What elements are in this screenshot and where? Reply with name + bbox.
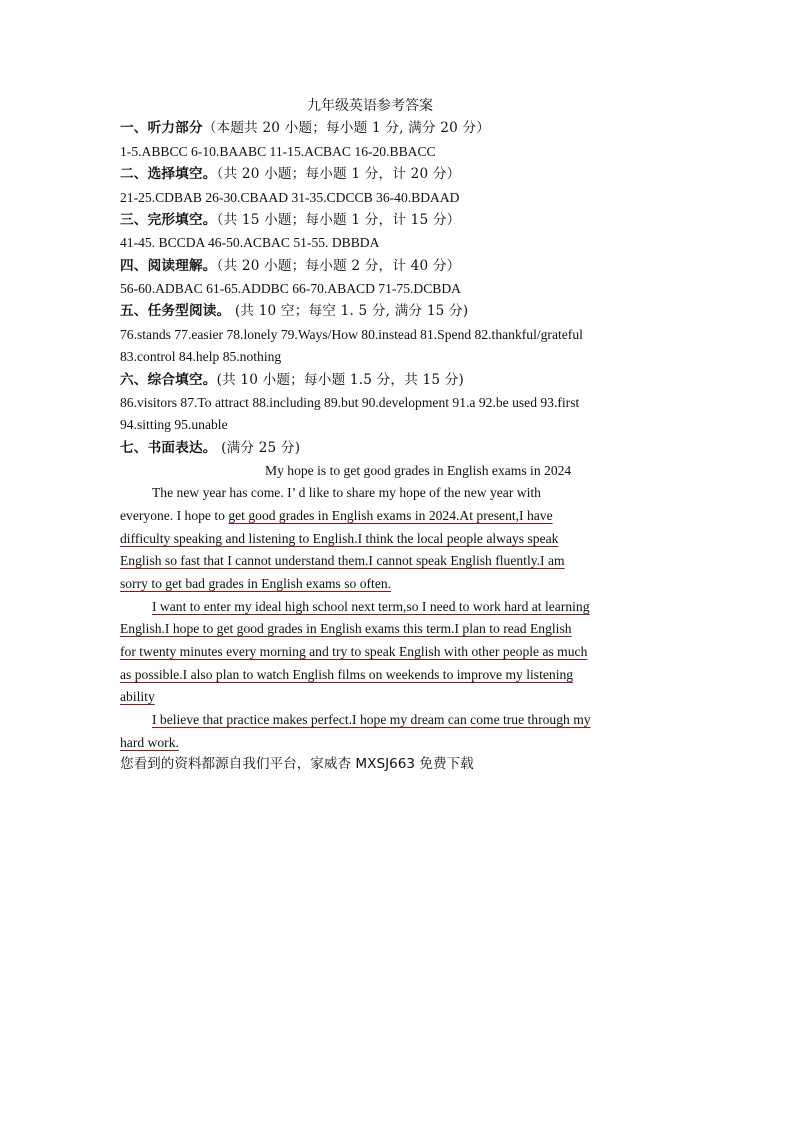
section-4-answers: 56-60.ADBAC 61-65.ADDBC 66-70.ABACD 71-75.DCBDA: [120, 281, 461, 296]
section-note: (共 10 空；每空 1. 5 分, 满分 15 分): [230, 303, 469, 319]
essay-line-text: everyone. I hope to: [120, 508, 229, 523]
section-3-heading: [120, 210, 460, 230]
section-4-heading: [120, 256, 460, 276]
section-6-heading: [120, 370, 464, 390]
essay-line: [120, 619, 572, 639]
essay-title: My hope is to get good grades in English exams in 2024: [265, 463, 572, 478]
section-note: (满分 25 分): [216, 440, 301, 456]
section-3-answers: 41-45. BCCDA 46-50.ACBAC 51-55. DBBDA: [120, 235, 380, 250]
essay-line: [120, 642, 587, 662]
section-heading-text: 七、书面表达。: [120, 440, 217, 456]
section-note: (共 10 小题；每小题 1.5 分，共 15 分): [216, 372, 465, 388]
essay-line-underlined: as possible.I also plan to watch English films on weekends to improve my listening: [120, 667, 574, 682]
section-note: （本题共 20 小题；每小题 1 分, 满分 20 分）: [202, 120, 491, 136]
section-heading-text: 六、综合填空。: [120, 372, 217, 388]
essay-line-underlined: English so fast that I cannot understand them.I cannot speak English fluently.I am: [120, 553, 565, 568]
essay-line: [120, 551, 565, 571]
section-2-answers: 21-25.CDBAB 26-30.CBAAD 31-35.CDCCB 36-40.BDAAD: [120, 190, 460, 205]
essay-line: [120, 506, 553, 526]
essay-line-underlined: get good grades in English exams in 2024.At present,I have: [228, 508, 553, 523]
section-heading-text: 三、完形填空。: [120, 212, 217, 228]
essay-line-underlined: I want to enter my ideal high school next term,so I need to work hard at learning: [152, 599, 590, 614]
section-note: （共 20 小题；每小题 1 分，计 20 分）: [216, 166, 461, 182]
essay-line-underlined: for twenty minutes every morning and try to speak English with other people as much: [120, 644, 588, 659]
section-6-answers-line-2: 94.sitting 95.unable: [120, 417, 228, 432]
essay-line: [152, 710, 591, 730]
footer-note: 您看到的资料都源自我们平台，家威杏 MXSJ663 免费下载: [120, 756, 474, 772]
section-1-heading: [120, 118, 490, 138]
essay-line-underlined: sorry to get bad grades in English exams so often.: [120, 576, 392, 591]
section-2-heading: [120, 164, 460, 184]
essay-line: [152, 597, 590, 617]
essay-line-underlined: hard work.: [120, 735, 179, 750]
section-heading-text: 二、选择填空。: [120, 166, 217, 182]
section-5-heading: [120, 301, 468, 321]
essay-line: [120, 687, 155, 707]
section-note: （共 20 小题；每小题 2 分，计 40 分）: [216, 258, 461, 274]
essay-line: [120, 733, 179, 753]
essay-line-underlined: difficulty speaking and listening to English.I think the local people always speak: [120, 531, 559, 546]
section-heading-text: 五、任务型阅读。: [120, 303, 231, 319]
section-note: （共 15 小题；每小题 1 分，计 15 分）: [216, 212, 461, 228]
section-1-answers: 1-5.ABBCC 6-10.BAABC 11-15.ACBAC 16-20.BBACC: [120, 144, 436, 159]
section-heading-text: 四、阅读理解。: [120, 258, 217, 274]
section-heading-text: 一、听力部分: [120, 120, 203, 136]
essay-line: [152, 483, 541, 503]
essay-line: [120, 529, 558, 549]
essay-line: [120, 574, 391, 594]
section-5-answers-line-2: 83.control 84.help 85.nothing: [120, 349, 282, 364]
essay-line-underlined: ability: [120, 689, 155, 704]
page-title: 九年级英语参考答案: [307, 98, 433, 114]
essay-line-text: The new year has come. I’ d like to share my hope of the new year with: [152, 485, 541, 500]
section-5-answers-line-1: 76.stands 77.easier 78.lonely 79.Ways/How 80.instead 81.Spend 82.thankful/grateful: [120, 327, 583, 342]
section-6-answers-line-1: 86.visitors 87.To attract 88.including 89.but 90.development 91.a 92.be used 93.first: [120, 395, 580, 410]
essay-line-underlined: English.I hope to get good grades in English exams this term.I plan to read English: [120, 621, 572, 636]
essay-line-underlined: I believe that practice makes perfect.I hope my dream can come true through my: [152, 712, 591, 727]
section-7-heading: [120, 438, 300, 458]
essay-line: [120, 665, 573, 685]
